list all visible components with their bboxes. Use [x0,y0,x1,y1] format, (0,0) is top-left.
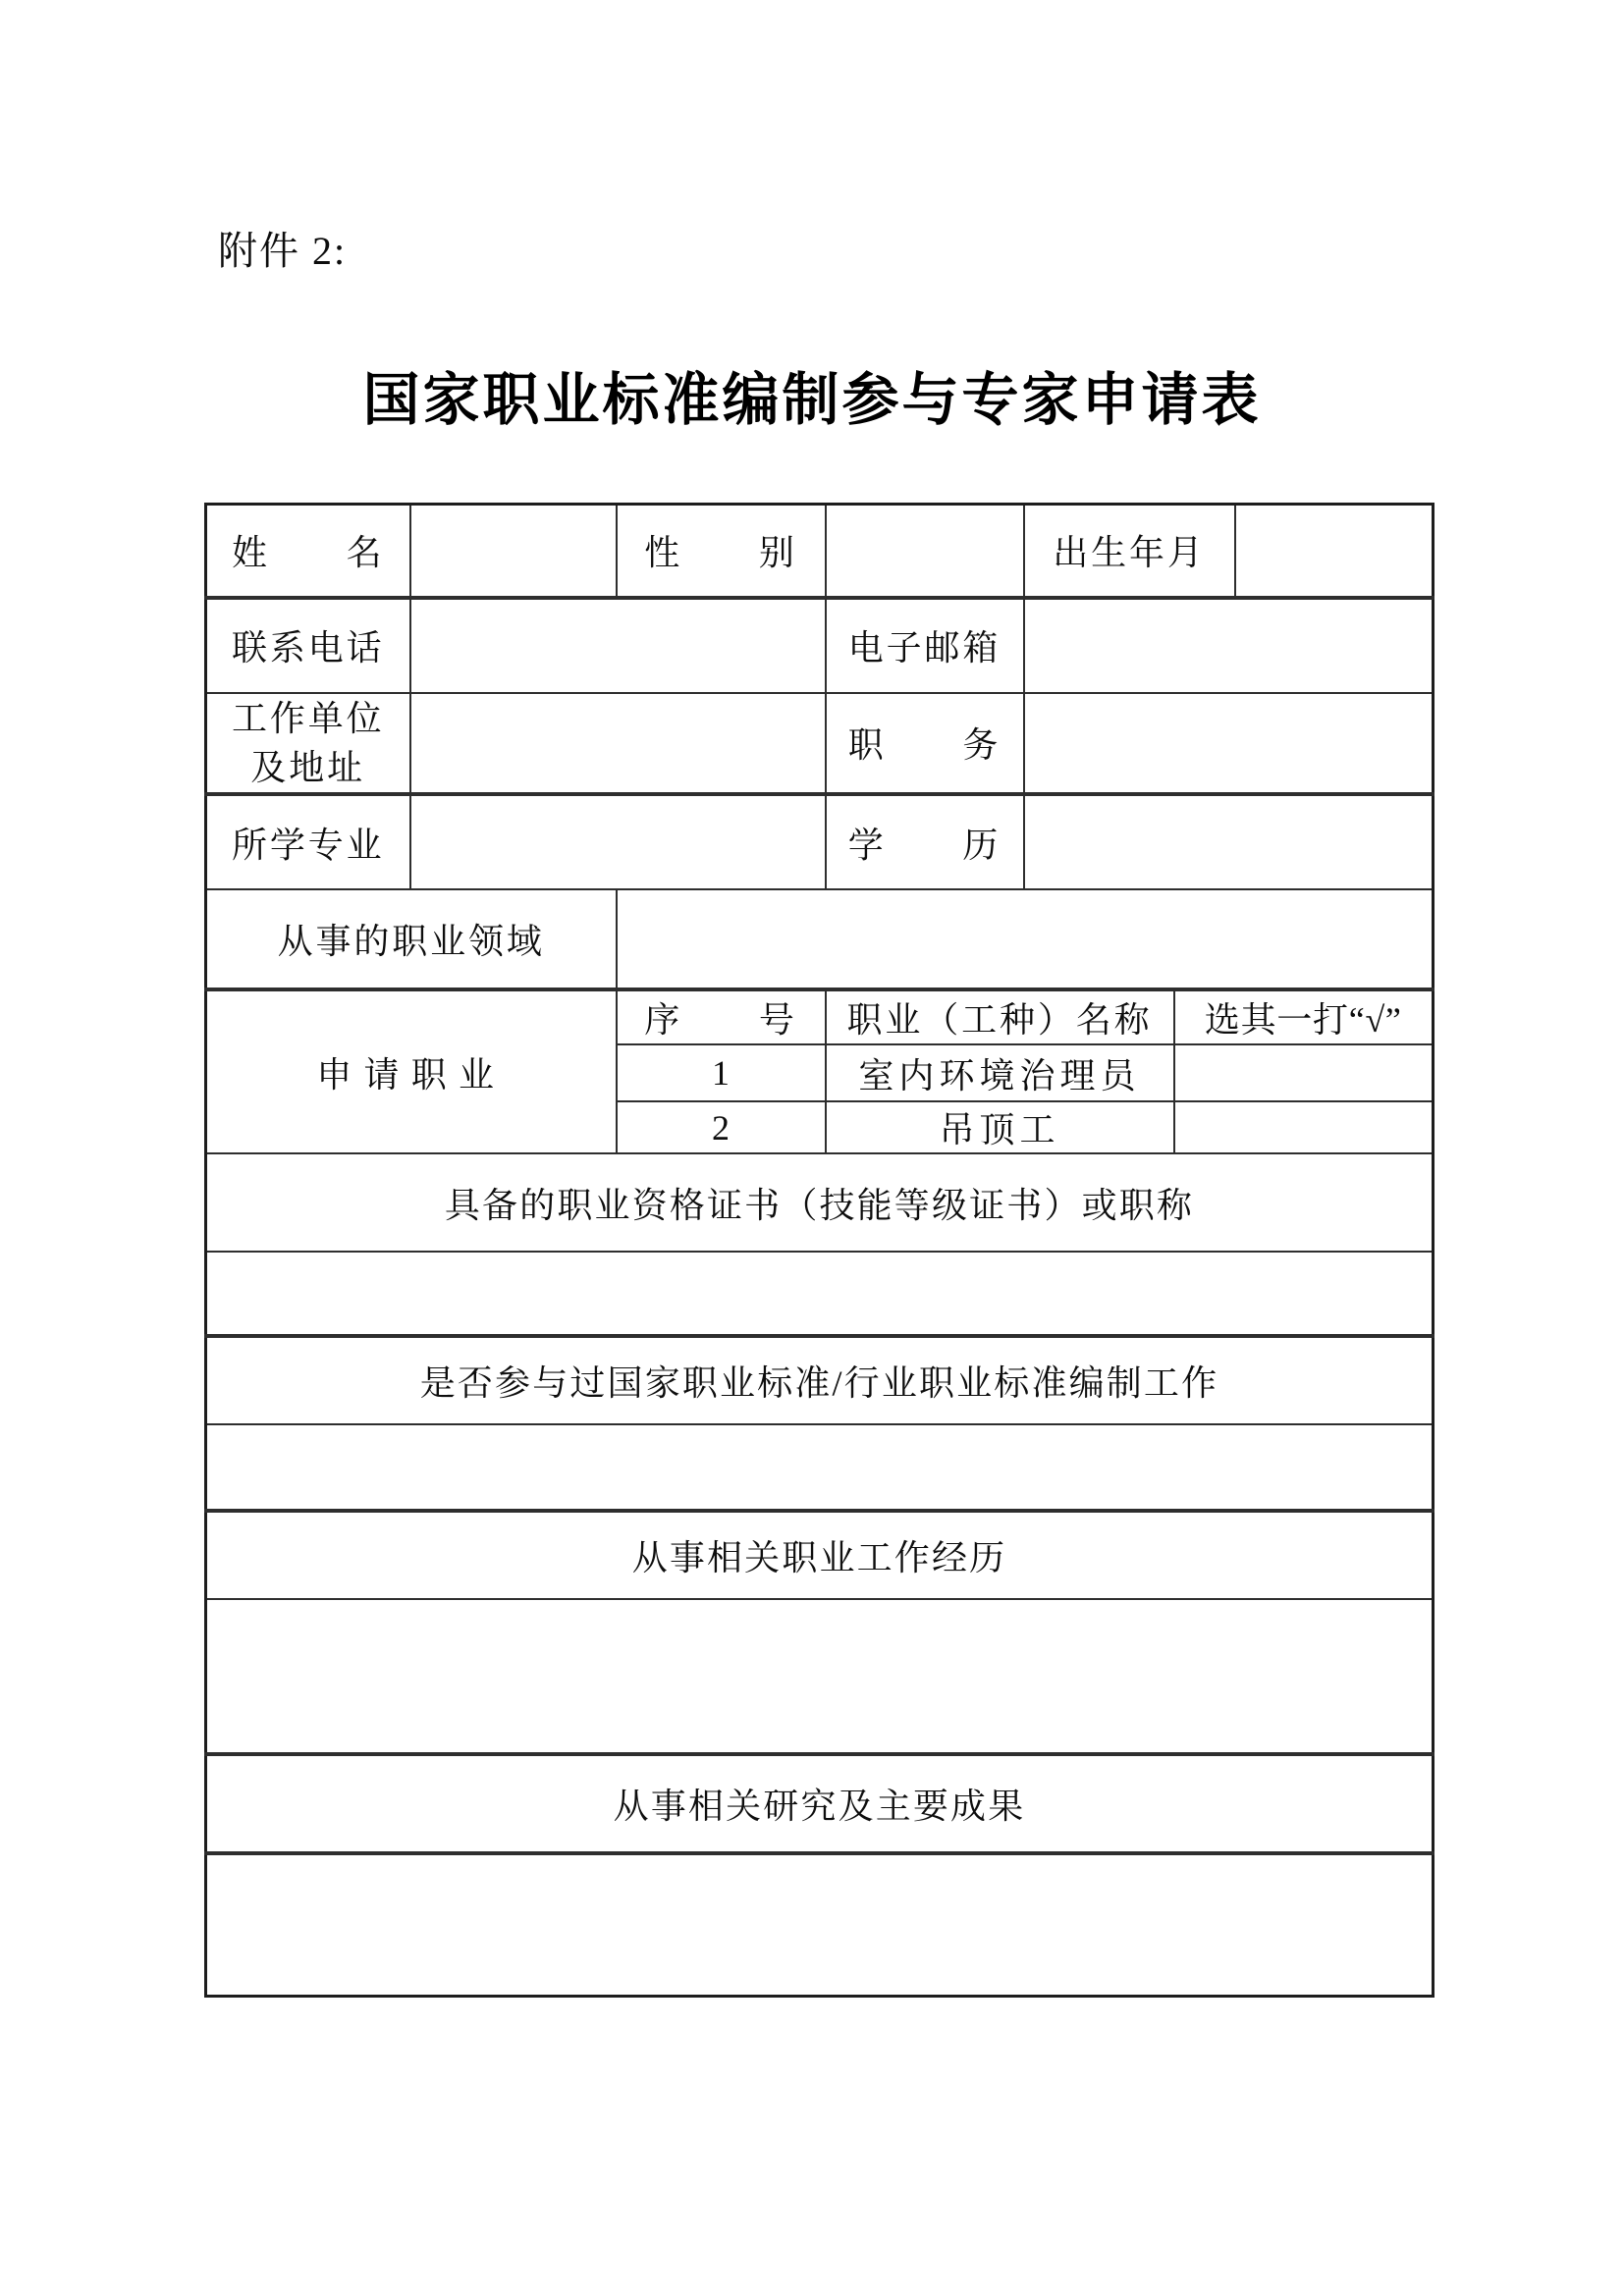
standards-participation-label: 是否参与过国家职业标准/行业职业标准编制工作 [206,1336,1434,1424]
education-input-cell[interactable] [1024,794,1434,889]
occupation-name-cell: 室内环境治理员 [826,1044,1174,1101]
row-certificates-input [206,1252,1434,1336]
birth-date-input-cell[interactable] [1235,505,1434,598]
row-research-input [206,1853,1434,1996]
row-experience-input [206,1599,1434,1754]
name-input-cell[interactable] [410,505,617,598]
research-input-area[interactable] [206,1853,1434,1996]
email-label: 电子邮箱 [826,598,1024,693]
standards-participation-input-area[interactable] [206,1424,1434,1511]
form-title: 国家职业标准编制参与专家申请表 [362,368,1262,432]
work-experience-label: 从事相关职业工作经历 [206,1511,1434,1599]
work-unit-input-cell[interactable] [410,693,826,795]
row-certificates-label [206,1153,1434,1252]
seq-cell: 1 [617,1044,826,1101]
attachment-label: 附件 2: [218,229,348,273]
work-unit-label-line1: 工作单位 [231,698,385,738]
row-work-unit [206,693,1434,795]
row-occupation-field [206,889,1434,989]
applied-occupation-label: 申请职业 [206,989,617,1153]
name-label: 姓 名 [206,505,410,598]
select-mark-cell[interactable] [1174,1101,1434,1153]
work-experience-input-area[interactable] [206,1599,1434,1754]
gender-label: 性 别 [617,505,826,598]
seq-cell: 2 [617,1101,826,1153]
row-basic-info [206,505,1434,598]
row-contact [206,598,1434,693]
work-unit-label-line2: 及地址 [250,747,366,787]
row-standards-label [206,1336,1434,1424]
row-occupation-header [206,989,1434,1044]
birth-date-label: 出生年月 [1024,505,1235,598]
occupation-name-header: 职业（工种）名称 [826,989,1174,1044]
education-label: 学 历 [826,794,1024,889]
phone-label: 联系电话 [206,598,410,693]
select-mark-header: 选其一打“√” [1174,989,1434,1044]
row-standards-input [206,1424,1434,1511]
email-input-cell[interactable] [1024,598,1434,693]
certificates-input-area[interactable] [206,1252,1434,1336]
certificates-label: 具备的职业资格证书（技能等级证书）或职称 [206,1153,1434,1252]
research-label: 从事相关研究及主要成果 [206,1754,1434,1853]
row-experience-label [206,1511,1434,1599]
row-major [206,794,1434,889]
occupation-field-input-cell[interactable] [617,889,1434,989]
position-input-cell[interactable] [1024,693,1434,795]
major-input-cell[interactable] [410,794,826,889]
occupation-field-label: 从事的职业领域 [206,889,617,989]
select-mark-cell[interactable] [1174,1044,1434,1101]
gender-input-cell[interactable] [826,505,1024,598]
position-label: 职 务 [826,693,1024,795]
phone-input-cell[interactable] [410,598,826,693]
major-label: 所学专业 [206,794,410,889]
work-unit-label [206,693,410,795]
application-form-table [204,503,1435,1998]
row-research-label [206,1754,1434,1853]
occupation-name-cell: 吊顶工 [826,1101,1174,1153]
seq-header: 序 号 [617,989,826,1044]
